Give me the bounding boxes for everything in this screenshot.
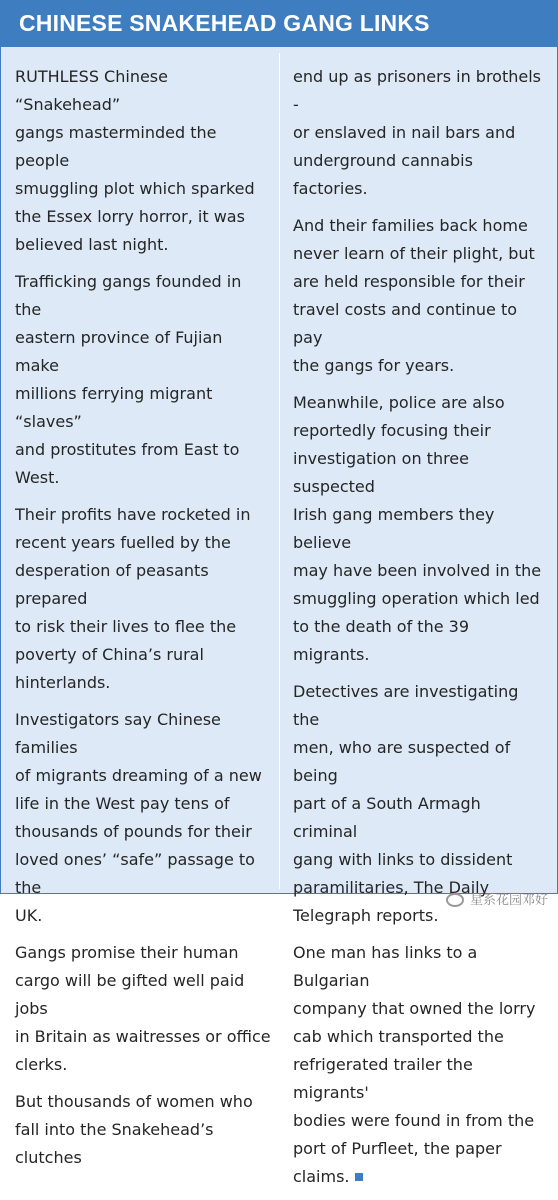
paragraph: RUTHLESS Chinese “Snakehead” gangs masterminded the people smuggling plot which sparked the Essex lorry horror, it was believed last night. xyxy=(15,67,255,254)
paragraph: Detectives are investigating the men, who are suspected of being part of a South Armagh criminal gang with links to dissident paramilitaries, The Daily Telegraph reports. xyxy=(293,682,519,925)
paragraph: Gangs promise their human cargo will be gifted well paid jobs in Britain as waitresses or office clerks. xyxy=(15,943,271,1074)
article-title: CHINESE SNAKEHEAD GANG LINKS xyxy=(19,10,430,36)
paragraph: Their profits have rocketed in recent years fuelled by the desperation of peasants prepared to risk their lives to flee the poverty of China’s rural hinterlands. xyxy=(15,505,251,692)
paragraph: But thousands of women who fall into the Snakehead’s clutches xyxy=(15,1092,253,1167)
watermark-text: 星系花园邓好 xyxy=(469,893,548,908)
header-bar xyxy=(1,1,557,47)
paragraph: And their families back home never learn of their plight, but are held responsible for their travel costs and continue to pay the gangs for years. xyxy=(293,216,535,375)
paragraph: end up as prisoners in brothels - or enslaved in nail bars and underground cannabis factories. xyxy=(293,67,542,198)
column-divider xyxy=(279,53,280,889)
paragraph: Meanwhile, police are also reportedly focusing their investigation on three suspected Irish gang members they believe may have been involved in the smuggling operation which led to the death of the 39 migrants. xyxy=(293,393,542,664)
last-paragraph xyxy=(293,939,547,1191)
wechat-icon xyxy=(446,893,464,907)
watermark xyxy=(446,889,548,908)
paragraph: Trafficking gangs founded in the eastern province of Fujian make millions ferrying migrant “slaves” and prostitutes from East to West. xyxy=(15,272,242,487)
paragraph: Investigators say Chinese families of migrants dreaming of a new life in the West pay tens of thousands of pounds for their loved ones’ “safe” passage to the UK. xyxy=(15,710,262,925)
right-column xyxy=(293,63,547,1200)
paragraph-text: One man has links to a Bulgarian company that owned the lorry cab which transported the refrigerated trailer the migrants' bodies were found in from the port of Purfleet, the paper claims. xyxy=(293,943,536,1186)
left-column xyxy=(15,63,271,1181)
end-square-icon xyxy=(355,1173,363,1181)
